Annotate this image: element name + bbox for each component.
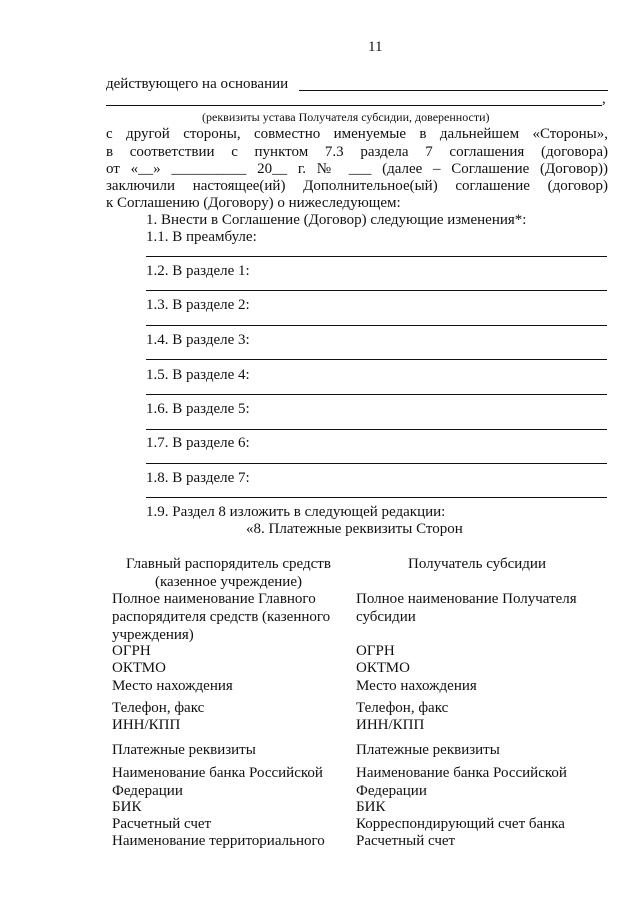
basis-prefix: действующего на основании — [106, 76, 289, 92]
left-bik: БИК — [112, 799, 142, 815]
basis-blank-line-2 — [106, 105, 602, 106]
right-bank: Наименование банка Российской Федерации — [356, 765, 567, 799]
right-heading: Получатель субсидии — [408, 556, 546, 572]
subitem-1-5-blank-line — [146, 394, 607, 395]
section-title: «8. Платежные реквизиты Сторон — [246, 521, 463, 537]
subitem-1-1-blank-line — [146, 256, 607, 257]
left-account: Расчетный счет — [112, 816, 212, 832]
right-ogrn: ОГРН — [356, 643, 395, 659]
preamble-line-5: к Соглашению (Договору) о нижеследующем: — [106, 195, 401, 211]
left-heading: Главный распорядитель средств (казенное учреждение) — [126, 556, 331, 590]
left-phone: Телефон, факс — [112, 700, 205, 716]
right-phone: Телефон, факс — [356, 700, 449, 716]
subitem-1-7-blank-line — [146, 463, 607, 464]
right-inn: ИНН/КПП — [356, 717, 425, 733]
left-full-name: Полное наименование Главного распорядителя средств (казенного учреждения) — [112, 591, 331, 643]
basis-trailing-comma: , — [602, 91, 606, 107]
left-inn: ИНН/КПП — [112, 717, 181, 733]
item-1: 1. Внести в Соглашение (Договор) следующие изменения*: — [146, 212, 527, 228]
subitem-1-1: 1.1. В преамбуле: — [146, 229, 257, 245]
subitem-1-6-blank-line — [146, 429, 607, 430]
preamble-line-3: от «__» __________ 20__ г. № ___ (далее – Соглашение (Договор)) — [106, 161, 608, 177]
page-number: 11 — [368, 39, 383, 55]
preamble-line-4: заключили настоящее(ий) Дополнительное(ый) соглашение (договор) — [106, 178, 608, 194]
subitem-1-8: 1.8. В разделе 7: — [146, 470, 250, 486]
subitem-1-2-blank-line — [146, 290, 607, 291]
right-corr-account: Корреспондирующий счет банка — [356, 816, 565, 832]
subitem-1-3-blank-line — [146, 325, 607, 326]
left-payment: Платежные реквизиты — [112, 742, 256, 758]
basis-caption: (реквизиты устава Получателя субсидии, доверенности) — [202, 110, 490, 124]
left-location: Место нахождения — [112, 678, 233, 694]
subitem-1-4: 1.4. В разделе 3: — [146, 332, 250, 348]
subitem-1-9: 1.9. Раздел 8 изложить в следующей редакции: — [146, 504, 446, 520]
right-full-name: Полное наименование Получателя субсидии — [356, 591, 577, 625]
subitem-1-6: 1.6. В разделе 5: — [146, 401, 250, 417]
right-location: Место нахождения — [356, 678, 477, 694]
subitem-1-5: 1.5. В разделе 4: — [146, 367, 250, 383]
right-payment: Платежные реквизиты — [356, 742, 500, 758]
subitem-1-2: 1.2. В разделе 1: — [146, 263, 250, 279]
left-oktmo: ОКТМО — [112, 660, 166, 676]
basis-blank-line — [299, 90, 608, 91]
left-territorial: Наименование территориального — [112, 833, 325, 849]
subitem-1-4-blank-line — [146, 359, 607, 360]
right-account: Расчетный счет — [356, 833, 456, 849]
left-ogrn: ОГРН — [112, 643, 151, 659]
subitem-1-7: 1.7. В разделе 6: — [146, 435, 250, 451]
right-oktmo: ОКТМО — [356, 660, 410, 676]
subitem-1-8-blank-line — [146, 497, 607, 498]
right-bik: БИК — [356, 799, 386, 815]
subitem-1-3: 1.3. В разделе 2: — [146, 297, 250, 313]
left-bank: Наименование банка Российской Федерации — [112, 765, 323, 799]
preamble-line-2: в соответствии с пунктом 7.3 раздела 7 соглашения (договора) — [106, 144, 608, 160]
preamble-line-1: с другой стороны, совместно именуемые в дальнейшем «Стороны», — [106, 126, 608, 142]
